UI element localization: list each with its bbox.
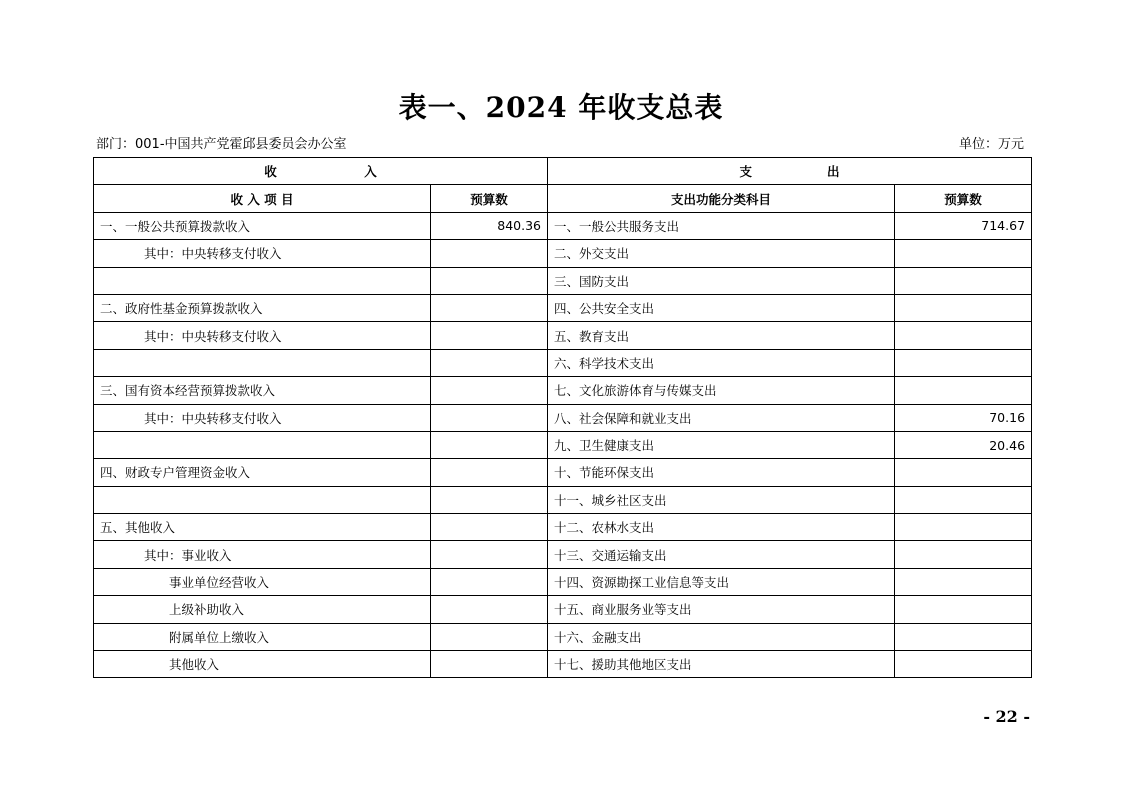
expense-item-cell: 十六、金融支出 bbox=[548, 623, 895, 650]
income-group-header: 收 入 bbox=[94, 158, 548, 185]
table-row bbox=[94, 212, 1032, 239]
expense-item-cell: 四、公共安全支出 bbox=[548, 294, 895, 321]
income-amount-header: 预算数 bbox=[431, 185, 548, 212]
income-item-cell: 一、一般公共预算拨款收入 bbox=[94, 212, 431, 239]
page-number: - 22 - bbox=[983, 707, 1030, 726]
expense-item-cell: 十二、农林水支出 bbox=[548, 514, 895, 541]
income-item-cell: 附属单位上缴收入 bbox=[94, 623, 431, 650]
table-row bbox=[94, 651, 1032, 678]
table-row bbox=[94, 514, 1032, 541]
column-header-row bbox=[94, 185, 1032, 212]
income-amount-cell bbox=[431, 322, 548, 349]
income-amount-cell bbox=[431, 377, 548, 404]
expense-item-cell: 二、外交支出 bbox=[548, 240, 895, 267]
income-amount-cell bbox=[431, 240, 548, 267]
expense-item-cell: 五、教育支出 bbox=[548, 322, 895, 349]
expense-item-cell: 三、国防支出 bbox=[548, 267, 895, 294]
income-item-cell: 上级补助收入 bbox=[94, 596, 431, 623]
income-amount-cell bbox=[431, 349, 548, 376]
expense-amount-header: 预算数 bbox=[895, 185, 1032, 212]
page-title: 表一、2024 年收支总表 bbox=[398, 91, 724, 124]
income-item-cell: 四、财政专户管理资金收入 bbox=[94, 459, 431, 486]
table-row bbox=[94, 431, 1032, 458]
income-amount-cell bbox=[431, 568, 548, 595]
income-item-cell bbox=[94, 431, 431, 458]
income-item-cell: 三、国有资本经营预算拨款收入 bbox=[94, 377, 431, 404]
group-header-row bbox=[94, 158, 1032, 185]
expense-amount-cell bbox=[895, 240, 1032, 267]
expense-amount-cell bbox=[895, 377, 1032, 404]
expense-amount-cell bbox=[895, 514, 1032, 541]
income-amount-cell bbox=[431, 404, 548, 431]
expense-item-cell: 一、一般公共服务支出 bbox=[548, 212, 895, 239]
table-row bbox=[94, 486, 1032, 513]
budget-table bbox=[93, 157, 1032, 678]
income-amount-cell bbox=[431, 431, 548, 458]
expense-amount-cell bbox=[895, 459, 1032, 486]
income-item-cell bbox=[94, 267, 431, 294]
table-row bbox=[94, 404, 1032, 431]
table-row bbox=[94, 377, 1032, 404]
income-item-cell: 事业单位经营收入 bbox=[94, 568, 431, 595]
expense-group-header: 支 出 bbox=[548, 158, 1032, 185]
income-item-cell: 五、其他收入 bbox=[94, 514, 431, 541]
expense-amount-cell bbox=[895, 486, 1032, 513]
expense-amount-cell bbox=[895, 568, 1032, 595]
expense-item-cell: 十三、交通运输支出 bbox=[548, 541, 895, 568]
table-row bbox=[94, 459, 1032, 486]
expense-item-cell: 七、文化旅游体育与传媒支出 bbox=[548, 377, 895, 404]
table-row bbox=[94, 623, 1032, 650]
table-row bbox=[94, 267, 1032, 294]
expense-item-cell: 八、社会保障和就业支出 bbox=[548, 404, 895, 431]
table-row bbox=[94, 322, 1032, 349]
expense-amount-cell: 70.16 bbox=[895, 404, 1032, 431]
expense-item-cell: 十一、城乡社区支出 bbox=[548, 486, 895, 513]
expense-item-cell: 六、科学技术支出 bbox=[548, 349, 895, 376]
expense-item-header: 支出功能分类科目 bbox=[548, 185, 895, 212]
expense-item-cell: 十四、资源勘探工业信息等支出 bbox=[548, 568, 895, 595]
income-amount-cell bbox=[431, 514, 548, 541]
expense-amount-cell bbox=[895, 651, 1032, 678]
expense-item-cell: 十五、商业服务业等支出 bbox=[548, 596, 895, 623]
department-label: 部门：001-中国共产党霍邱县委员会办公室 bbox=[96, 137, 347, 152]
income-amount-cell bbox=[431, 651, 548, 678]
expense-amount-cell bbox=[895, 541, 1032, 568]
unit-label: 单位：万元 bbox=[958, 137, 1024, 152]
income-item-cell: 其中：中央转移支付收入 bbox=[94, 322, 431, 349]
expense-item-cell: 十、节能环保支出 bbox=[548, 459, 895, 486]
income-amount-cell bbox=[431, 541, 548, 568]
table-row bbox=[94, 596, 1032, 623]
income-amount-cell bbox=[431, 596, 548, 623]
table-row bbox=[94, 349, 1032, 376]
table-row bbox=[94, 240, 1032, 267]
income-item-cell: 其他收入 bbox=[94, 651, 431, 678]
income-amount-cell: 840.36 bbox=[431, 212, 548, 239]
expense-amount-cell bbox=[895, 267, 1032, 294]
expense-amount-cell bbox=[895, 596, 1032, 623]
income-item-cell: 其中：中央转移支付收入 bbox=[94, 404, 431, 431]
expense-amount-cell bbox=[895, 349, 1032, 376]
expense-amount-cell bbox=[895, 294, 1032, 321]
expense-amount-cell: 20.46 bbox=[895, 431, 1032, 458]
expense-amount-cell bbox=[895, 623, 1032, 650]
income-item-cell: 二、政府性基金预算拨款收入 bbox=[94, 294, 431, 321]
income-item-cell bbox=[94, 349, 431, 376]
expense-amount-cell bbox=[895, 322, 1032, 349]
income-item-header: 收 入 项 目 bbox=[94, 185, 431, 212]
income-amount-cell bbox=[431, 294, 548, 321]
income-item-cell: 其中：中央转移支付收入 bbox=[94, 240, 431, 267]
income-amount-cell bbox=[431, 623, 548, 650]
income-amount-cell bbox=[431, 486, 548, 513]
income-item-cell: 其中：事业收入 bbox=[94, 541, 431, 568]
table-row bbox=[94, 294, 1032, 321]
table-row bbox=[94, 541, 1032, 568]
expense-item-cell: 十七、援助其他地区支出 bbox=[548, 651, 895, 678]
income-amount-cell bbox=[431, 459, 548, 486]
table-row bbox=[94, 568, 1032, 595]
income-item-cell bbox=[94, 486, 431, 513]
expense-amount-cell: 714.67 bbox=[895, 212, 1032, 239]
expense-item-cell: 九、卫生健康支出 bbox=[548, 431, 895, 458]
income-amount-cell bbox=[431, 267, 548, 294]
